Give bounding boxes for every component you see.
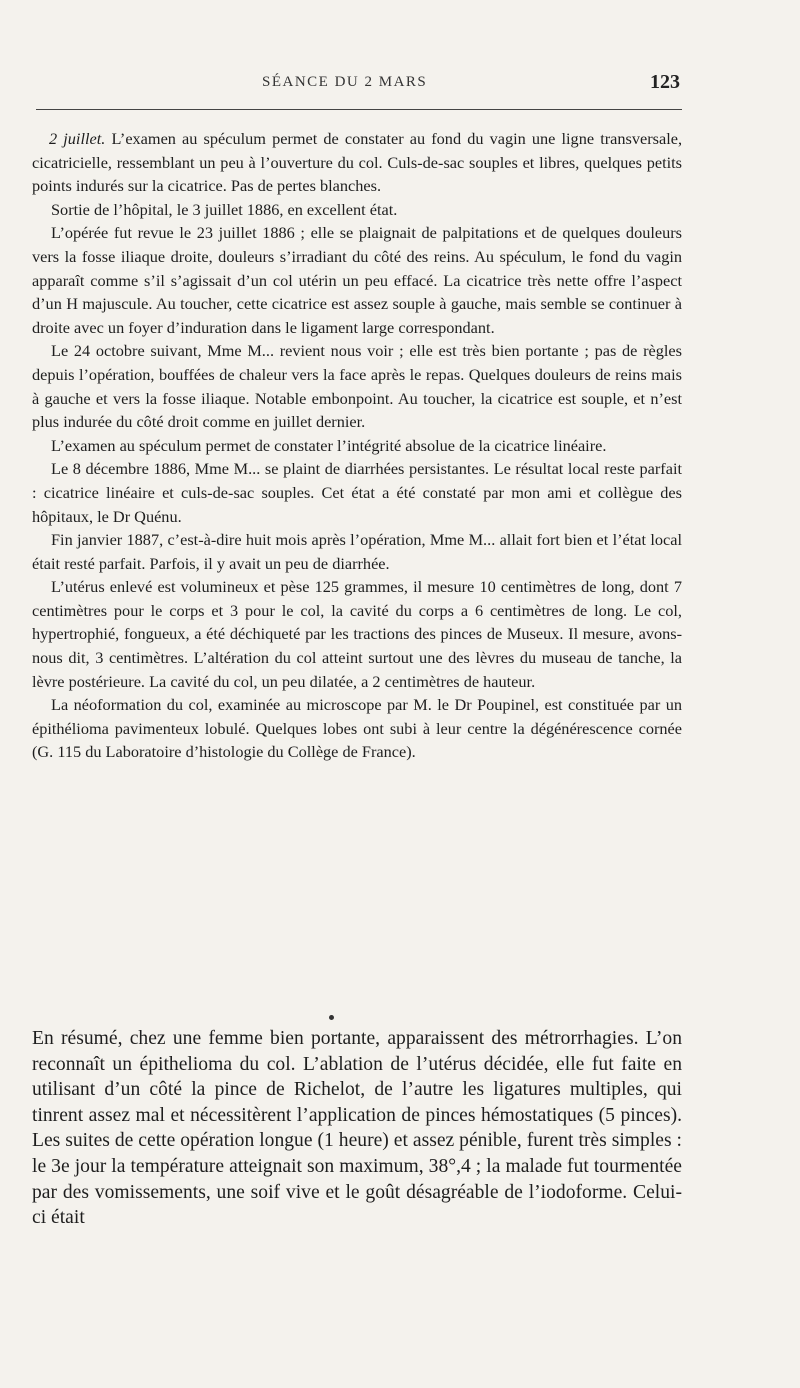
case-notes xyxy=(32,127,682,764)
paragraph: Le 24 octobre suivant, Mme M... revient nous voir ; elle est très bien portante ; pas de règles depuis l’opération, bouffées de chaleur vers la face après le repas. Quelques douleurs de reins mais à gauche et vers la fosse iliaque. Notable embonpoint. Au toucher, la cicatrice est souple, et n’est plus indurée du côté droit comme en juillet dernier. xyxy=(32,341,682,432)
paragraph: L’utérus enlevé est volumineux et pèse 125 grammes, il mesure 10 centimètres de long, dont 7 centimètres pour le corps et 3 pour le col, la cavité du corps a 6 centimètres de long. Le col, hypertrophié, fongueux, a été déchiqueté par les tractions des pinces de Museux. Il mesure, avons-nous dit, 3 centimètres. L’altération du col atteint surtout une des lèvres du museau de tanche, la lèvre postérieure. La cavité du col, un peu dilatée, a 2 centimètres de hauteur. xyxy=(32,577,682,691)
paragraph xyxy=(32,127,682,198)
paragraph-text: L’examen au spéculum permet de constater au fond du vagin une ligne transversale, cicatricielle, ressemblant un peu à l’ouverture du col. Culs-de-sac souples et libres, quelques petits points indurés sur la cicatrice. Pas de pertes blanches. xyxy=(32,129,683,196)
header-rule xyxy=(36,109,682,110)
paragraph: Sortie de l’hôpital, le 3 juillet 1886, en excellent état. xyxy=(51,199,398,219)
summary-text xyxy=(32,1026,682,1231)
date-lead: 2 juillet. xyxy=(49,129,106,148)
separator-dot xyxy=(329,1015,334,1020)
paragraph: L’examen au spéculum permet de constater l’intégrité absolue de la cicatrice linéaire. xyxy=(51,435,607,455)
header-title: SÉANCE DU 2 MARS xyxy=(262,74,428,90)
paragraph: En résumé, chez une femme bien portante, apparaissent des métrorrhagies. L’on reconnaît un épithelioma du col. L’ablation de l’utérus décidée, elle fut faite en utilisant d’un côté la pince de Richelot, de l’autre les ligatures multiples, qui tinrent assez mal et nécessitèrent l’application de pinces hémostatiques (5 pinces). Les suites de cette opération longue (1 heure) et assez pénible, furent très simples : le 3e jour la température atteignait son maximum, 38°,4 ; la malade fut tourmentée par des vomissements, une soif vive et le goût désagréable de l’iodoforme. Celui-ci était xyxy=(32,1028,682,1229)
paragraph: La néoformation du col, examinée au microscope par M. le Dr Poupinel, est constituée par un épithélioma pavimenteux lobulé. Quelques lobes ont subi à leur centre la dégénérescence cornée (G. 115 du Laboratoire d’histologie du Collège de France). xyxy=(32,695,682,762)
paragraph: Fin janvier 1887, c’est-à-dire huit mois après l’opération, Mme M... allait fort bien et l’état local était resté parfait. Parfois, il y avait un peu de diarrhée. xyxy=(32,530,682,573)
page-number: 123 xyxy=(650,71,680,93)
paragraph: Le 8 décembre 1886, Mme M... se plaint de diarrhées persistantes. Le résultat local reste parfait : cicatrice linéaire et culs-de-sac souples. Cet état a été constaté par mon ami et collègue des hôpitaux, le Dr Quénu. xyxy=(32,459,682,526)
running-header xyxy=(0,71,800,98)
paragraph: L’opérée fut revue le 23 juillet 1886 ; elle se plaignait de palpitations et de quelques douleurs vers la fosse iliaque droite, douleurs s’irradiant du côté des reins. Au spéculum, le fond du vagin apparaît comme s’il s’agissait d’un col utérin un peu effacé. La cicatrice très nette offre l’aspect d’un H majuscule. Au toucher, cette cicatrice est assez souple à gauche, mais semble se continuer à droite avec un foyer d’induration dans le ligament large correspondant. xyxy=(32,223,682,337)
